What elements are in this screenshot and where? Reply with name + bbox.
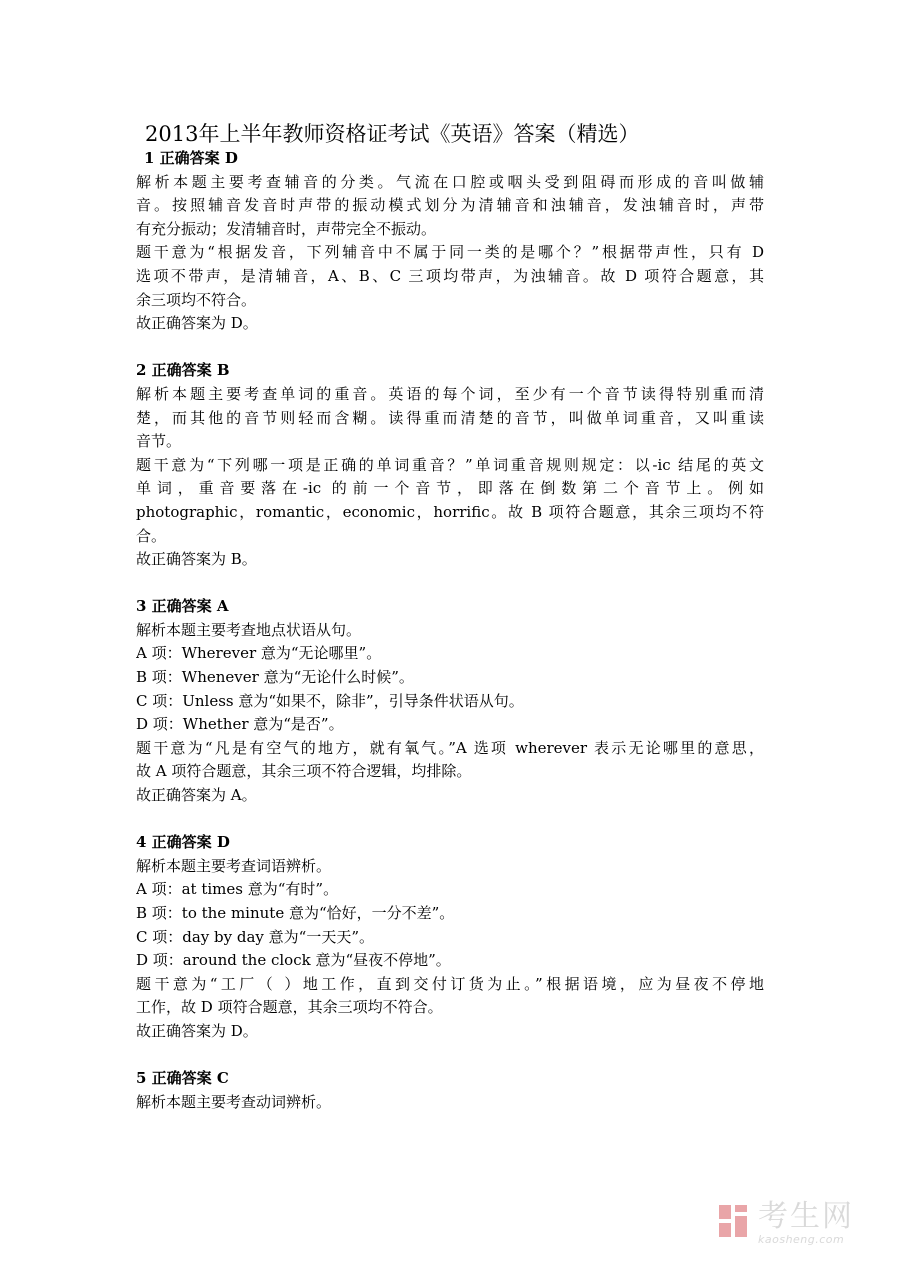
watermark-domain-text: kaosheng.com — [758, 1233, 845, 1246]
option-line: B 项：Whenever 意为“无论什么时候”。 — [136, 668, 414, 687]
answer-heading-1: 1 正确答案 D — [144, 149, 238, 167]
paragraph-line: photographic，romantic，economic，horrific。故 B 项符合题意，其余三项均不符 — [136, 502, 764, 521]
paragraph-line: 故 A 项符合题意，其余三项不符合逻辑，均排除。 — [136, 762, 472, 781]
paragraph-line: 解析本题主要考查词语辨析。 — [136, 856, 332, 875]
blank-line — [136, 336, 764, 360]
paragraph-line: 选项不带声，是清辅音，A、B、C 三项均带声，为浊辅音。故 D 项符合题意，其 — [136, 266, 764, 285]
paragraph-line: 单词，重音要落在-ic 的前一个音节，即落在倒数第二个音节上。例如 — [136, 479, 764, 498]
answer-document-body — [136, 147, 764, 1114]
conclusion-line: 故正确答案为 A。 — [136, 786, 257, 805]
answer-heading-4: 4 正确答案 D — [136, 833, 230, 852]
blank-line — [136, 808, 764, 832]
page-title: 2013年上半年教师资格证考试《英语》答案（精选） — [145, 122, 640, 146]
kaosheng-logo-icon — [716, 1201, 750, 1241]
conclusion-line: 故正确答案为 D。 — [136, 1021, 258, 1040]
blank-line — [136, 1044, 764, 1068]
blank-line — [136, 572, 764, 596]
option-line: D 项：around the clock 意为“昼夜不停地”。 — [136, 951, 451, 970]
watermark-brand-text: 考生网 — [758, 1199, 854, 1234]
paragraph-line: 合。 — [136, 526, 167, 545]
paragraph-line: 音节。 — [136, 432, 182, 451]
option-line: A 项：at times 意为“有时”。 — [136, 880, 339, 899]
option-line: B 项：to the minute 意为“恰好，一分不差”。 — [136, 904, 455, 922]
option-line: D 项：Whether 意为“是否”。 — [136, 715, 344, 734]
paragraph-line: 题干意为“根据发音，下列辅音中不属于同一类的是哪个？”根据带声性，只有 D — [136, 243, 764, 262]
paragraph-line: 楚，而其他的音节则轻而含糊。读得重而清楚的音节，叫做单词重音，又叫重读 — [136, 408, 764, 427]
paragraph-line: 解析本题主要考查地点状语从句。 — [136, 620, 362, 639]
option-line: C 项：day by day 意为“一天天”。 — [136, 927, 375, 946]
option-line: C 项：Unless 意为“如果不，除非”，引导条件状语从句。 — [136, 691, 524, 710]
option-line: A 项：Wherever 意为“无论哪里”。 — [136, 644, 382, 663]
paragraph-line: 题干意为“凡是有空气的地方，就有氧气。”A 选项 wherever 表示无论哪里的意思， — [136, 738, 764, 757]
answer-heading-3: 3 正确答案 A — [136, 597, 229, 616]
paragraph-line: 解析本题主要考查单词的重音。英语的每个词，至少有一个音节读得特别重而清 — [136, 384, 764, 403]
paragraph-line: 余三项均不符合。 — [136, 290, 257, 309]
paragraph-line: 解析本题主要考查辅音的分类。气流在口腔或咽头受到阻碍而形成的音叫做辅 — [136, 172, 764, 191]
paragraph-line: 解析本题主要考查动词辨析。 — [136, 1092, 332, 1111]
paragraph-line: 题干意为“下列哪一项是正确的单词重音？”单词重音规则规定：以-ic 结尾的英文 — [136, 455, 764, 474]
answer-heading-5: 5 正确答案 C — [136, 1069, 229, 1088]
conclusion-line: 故正确答案为 B。 — [136, 550, 257, 569]
answer-heading-2: 2 正确答案 B — [136, 361, 230, 380]
conclusion-line: 故正确答案为 D。 — [136, 314, 258, 333]
paragraph-line: 音。按照辅音发音时声带的振动模式划分为清辅音和浊辅音，发浊辅音时，声带 — [136, 196, 764, 215]
paragraph-line: 题干意为“工厂（ ）地工作，直到交付订货为止。”根据语境，应为昼夜不停地 — [136, 974, 764, 993]
paragraph-line: 工作，故 D 项符合题意，其余三项均不符合。 — [136, 998, 443, 1017]
paragraph-line: 有充分振动；发清辅音时，声带完全不振动。 — [136, 219, 437, 238]
kaosheng-watermark — [716, 1199, 876, 1251]
